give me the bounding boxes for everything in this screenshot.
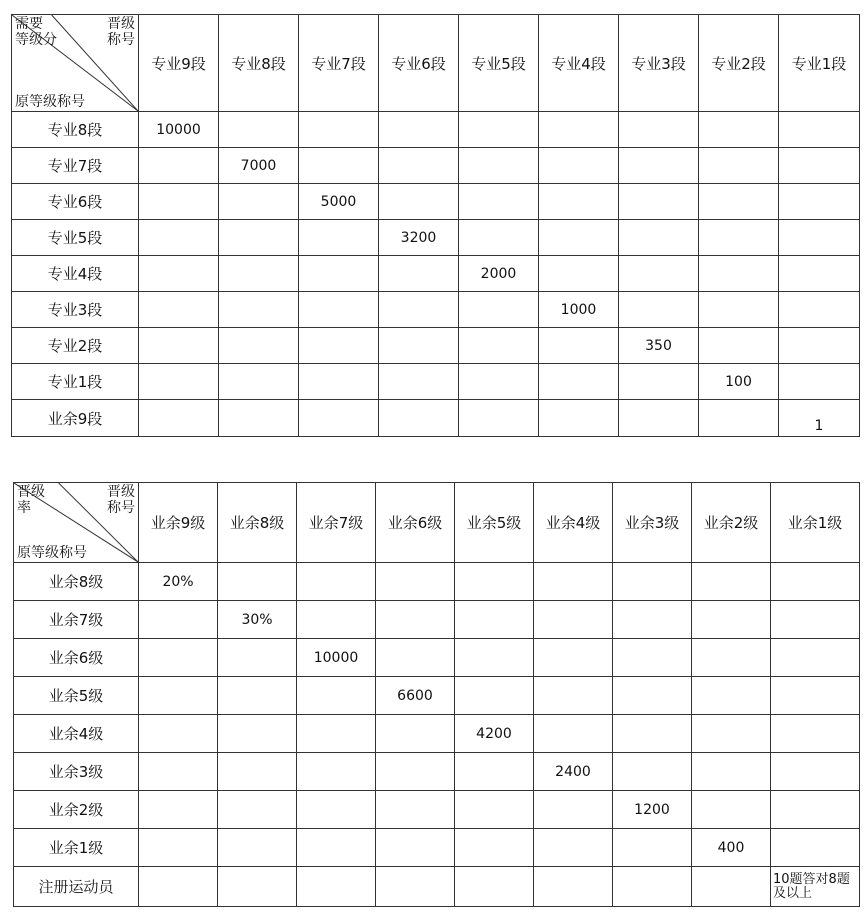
corner-top-right	[107, 484, 135, 516]
row-label: 业余5级	[14, 677, 139, 715]
cell-value: 1200	[613, 791, 692, 829]
table-row	[12, 220, 860, 256]
table-row	[14, 601, 860, 639]
column-header: 业余3级	[613, 483, 692, 563]
row-label: 业余4级	[14, 715, 139, 753]
cell-value: 1000	[539, 292, 619, 328]
amateur-promotion-table	[13, 482, 860, 907]
table-row	[14, 639, 860, 677]
row-label: 专业3段	[12, 292, 139, 328]
column-header: 业余5级	[455, 483, 534, 563]
corner-top-right-line1: 晋级	[107, 484, 135, 500]
row-label: 业余2级	[14, 791, 139, 829]
row-label: 专业7段	[12, 148, 139, 184]
row-label: 业余1级	[14, 829, 139, 867]
cell-value: 30%	[218, 601, 297, 639]
cell-value: 3200	[379, 220, 459, 256]
table-row	[14, 829, 860, 867]
row-label: 专业5段	[12, 220, 139, 256]
table-row	[12, 364, 860, 400]
table-row	[12, 148, 860, 184]
corner-top-left	[15, 16, 57, 48]
cell-value: 4200	[455, 715, 534, 753]
corner-top-left-line1: 晋级	[17, 484, 45, 500]
cell-value: 7000	[219, 148, 299, 184]
corner-header	[14, 483, 139, 563]
corner-header	[12, 15, 139, 112]
column-header: 业余1级	[771, 483, 860, 563]
corner-top-left-line2: 等级分	[15, 32, 57, 48]
row-label: 专业4段	[12, 256, 139, 292]
column-header: 专业6段	[379, 15, 459, 112]
cell-value: 20%	[139, 563, 218, 601]
table-row	[14, 791, 860, 829]
row-label: 注册运动员	[14, 867, 139, 907]
table-row	[12, 184, 860, 220]
table-row	[12, 256, 860, 292]
row-label: 业余9段	[12, 400, 139, 437]
column-header: 专业5段	[459, 15, 539, 112]
column-header: 专业1段	[779, 15, 860, 112]
column-header: 专业7段	[299, 15, 379, 112]
column-header: 业余6级	[376, 483, 455, 563]
corner-top-right-line1: 晋级	[107, 16, 135, 32]
cell-value: 6600	[376, 677, 455, 715]
cell-value: 10000	[139, 112, 219, 148]
table-row	[12, 400, 860, 437]
table-row	[14, 563, 860, 601]
cell-value: 100	[699, 364, 779, 400]
cell-value: 10000	[297, 639, 376, 677]
corner-top-right	[107, 16, 135, 48]
column-header: 专业8段	[219, 15, 299, 112]
corner-top-left	[17, 484, 45, 516]
column-header: 专业2段	[699, 15, 779, 112]
row-label: 业余8级	[14, 563, 139, 601]
pro-promotion-table	[11, 14, 860, 437]
table-row	[14, 753, 860, 791]
column-header: 业余7级	[297, 483, 376, 563]
table-row	[12, 112, 860, 148]
cell-value: 350	[619, 328, 699, 364]
column-header: 业余4级	[534, 483, 613, 563]
row-label: 专业6段	[12, 184, 139, 220]
corner-bottom-left: 原等级称号	[15, 94, 85, 110]
row-label: 业余7级	[14, 601, 139, 639]
table-row	[14, 867, 860, 907]
table-row	[12, 328, 860, 364]
row-label: 专业1段	[12, 364, 139, 400]
cell-value: 2400	[534, 753, 613, 791]
corner-top-right-line2: 称号	[107, 32, 135, 48]
corner-top-left-line1: 需要	[15, 16, 43, 32]
header-row	[12, 15, 860, 112]
column-header: 专业3段	[619, 15, 699, 112]
cell-value: 1	[779, 400, 860, 437]
row-label: 专业2段	[12, 328, 139, 364]
table-row	[12, 292, 860, 328]
table-row	[14, 715, 860, 753]
column-header: 业余2级	[692, 483, 771, 563]
corner-bottom-left: 原等级称号	[17, 545, 87, 561]
cell-note: 10题答对8题及以上	[771, 867, 860, 907]
cell-value: 400	[692, 829, 771, 867]
corner-top-left-line2: 率	[17, 500, 31, 516]
cell-value: 5000	[299, 184, 379, 220]
column-header: 业余8级	[218, 483, 297, 563]
row-label: 业余6级	[14, 639, 139, 677]
row-label: 专业8段	[12, 112, 139, 148]
cell-value: 2000	[459, 256, 539, 292]
header-row	[14, 483, 860, 563]
column-header: 专业4段	[539, 15, 619, 112]
column-header: 专业9段	[139, 15, 219, 112]
column-header: 业余9级	[139, 483, 218, 563]
corner-top-right-line2: 称号	[107, 500, 135, 516]
table-row	[14, 677, 860, 715]
row-label: 业余3级	[14, 753, 139, 791]
